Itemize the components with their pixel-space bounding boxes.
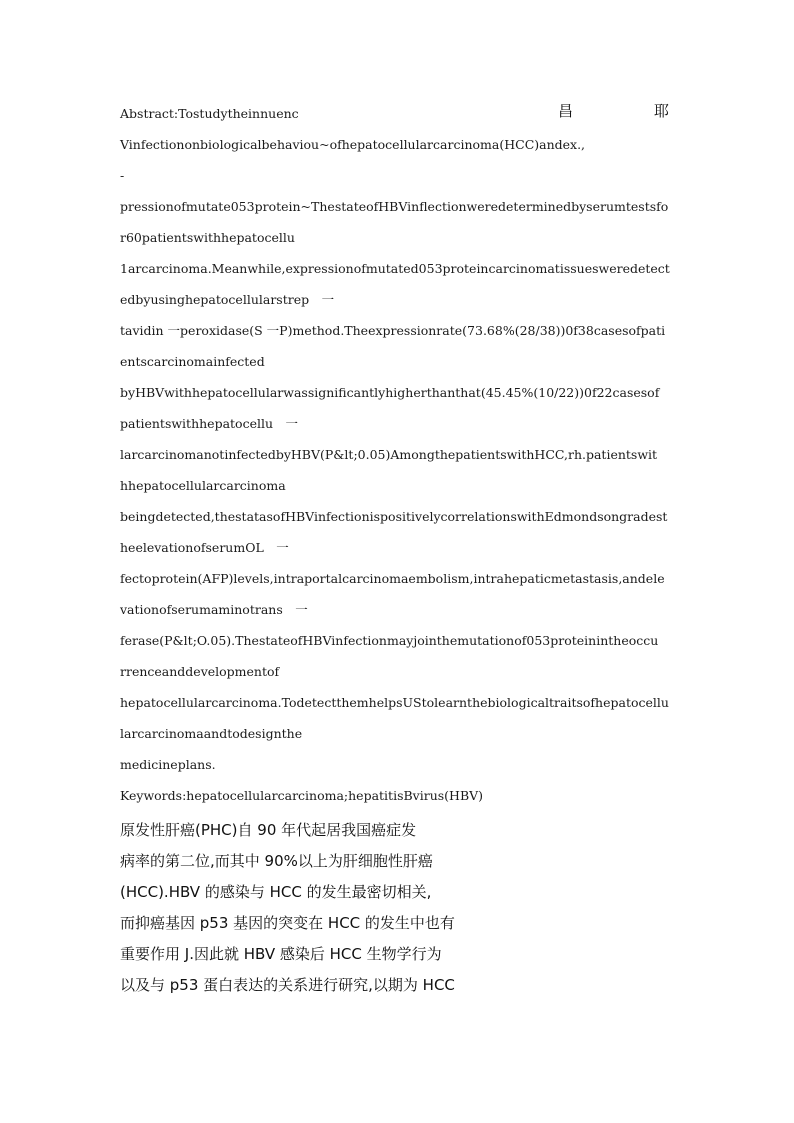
abstract-line: Vinfectiononbiologicalbehaviou~ofhepatocellularcarcinoma(HCC)andex., [120,137,586,152]
body-paragraph-line: (HCC).HBV 的感染与 HCC 的发生最密切相关, [120,883,432,901]
abstract-line: tavidin 一peroxidase(S 一P)method.Theexpressionrate(73.68%(28/38))0f38casesofpati [120,323,666,338]
abstract-line: vationofserumaminotrans 一 [120,602,308,617]
abstract-line: entscarcinomainfected [120,354,265,369]
abstract-line: hhepatocellularcarcinoma [120,478,286,493]
abstract-line: beingdetected,thestatasofHBVinfectionispositivelycorrelationswithEdmondsongradest [120,509,668,524]
abstract-label: Abstract:Tostudytheinnuenc [120,106,299,121]
abstract-line: hepatocellularcarcinoma.TodetectthemhelpsUStolearnthebiologicaltraitsofhepatocellu [120,695,669,710]
header-glyph-1: 昌 [558,102,574,120]
abstract-line: larcarcinomanotinfectedbyHBV(P&lt;0.05)AmongthepatientswithHCC,rh.patientswit [120,447,658,462]
abstract-line: larcarcinomaandtodesignthe [120,726,303,741]
keywords-line: Keywords:hepatocellularcarcinoma;hepatitisBvirus(HBV) [120,788,484,803]
header-glyph-2: 耶 [654,102,670,120]
abstract-line: byHBVwithhepatocellularwassignificantlyhigherthanthat(45.45%(10/22))0f22casesof [120,385,660,400]
abstract-line: r60patientswithhepatocellu [120,230,295,245]
abstract-line: - [120,168,125,183]
body-paragraph-line: 而抑癌基因 p53 基因的突变在 HCC 的发生中也有 [120,914,455,932]
body-paragraph-line: 原发性肝癌(PHC)自 90 年代起居我国癌症发 [120,821,417,839]
abstract-line: medicineplans. [120,757,216,772]
body-paragraph-line: 重要作用 J.因此就 HBV 感染后 HCC 生物学行为 [120,945,442,963]
abstract-line: edbyusinghepatocellularstrep 一 [120,292,335,307]
body-paragraph-line: 病率的第二位,而其中 90%以上为肝细胞性肝癌 [120,852,433,870]
abstract-line: pressionofmutate053protein~ThestateofHBVinflectionweredeterminedbyserumtestsfo [120,199,669,214]
abstract-line: heelevationofserumOL 一 [120,540,289,555]
abstract-line: 1arcarcinoma.Meanwhile,expressionofmutated053proteincarcinomatissuesweredetect [120,261,670,276]
abstract-line: fectoprotein(AFP)levels,intraportalcarcinomaembolism,intrahepaticmetastasis,andele [120,571,665,586]
abstract-line: ferase(P&lt;O.05).ThestateofHBVinfectionmayjointhemutationof053proteinintheoccu [120,633,659,648]
abstract-line: patientswithhepatocellu 一 [120,416,299,431]
body-paragraph-line: 以及与 p53 蛋白表达的关系进行研究,以期为 HCC [120,976,455,994]
abstract-line: rrenceanddevelopmentof [120,664,280,679]
